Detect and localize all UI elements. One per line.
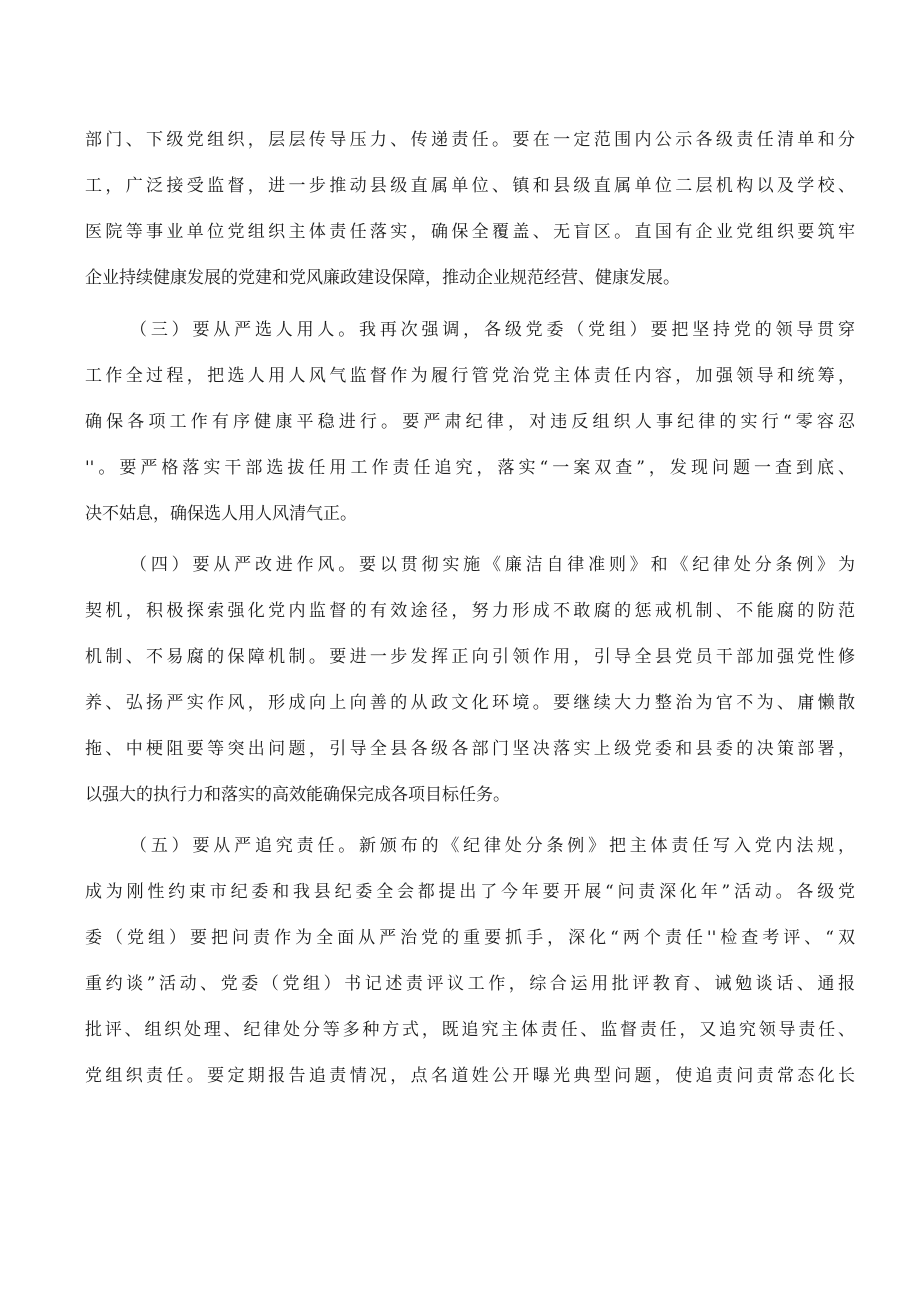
text-line: 企业持续健康发展的党建和党风廉政建设保障，推动企业规范经营、健康发展。 <box>85 268 680 288</box>
text-line: 决不姑息，确保选人用人风清气正。 <box>85 504 357 524</box>
text-line: 契机，积极探索强化党内监督的有效途径，努力形成不敢腐的惩戒机制、不能腐的防范 <box>85 601 855 621</box>
text-line: 成为刚性约束市纪委和我县纪委全会都提出了今年要开展“问责深化年”活动。各级党 <box>85 882 855 902</box>
section-5-heading-line: （五）要从严追究责任。新颁布的《纪律处分条例》把主体责任写入党内法规， <box>130 836 855 856</box>
text-line: 医院等事业单位党组织主体责任落实，确保全覆盖、无盲区。直国有企业党组织要筑牢 <box>85 222 855 242</box>
text-line: 批评、组织处理、纪律处分等多种方式，既追究主体责任、监督责任，又追究领导责任、 <box>85 1020 855 1040</box>
text-line: 确保各项工作有序健康平稳进行。要严肃纪律，对违反组织人事纪律的实行“零容忍 <box>85 412 855 432</box>
text-line: 工，广泛接受监督，进一步推动县级直属单位、镇和县级直属单位二层机构以及学校、 <box>85 176 855 196</box>
text-line: 党组织责任。要定期报告追责情况，点名道姓公开曝光典型问题，使追责问责常态化长 <box>85 1066 855 1086</box>
section-4-heading-line: （四）要从严改进作风。要以贯彻实施《廉洁自律准则》和《纪律处分条例》为 <box>130 555 855 575</box>
text-line: 机制、不易腐的保障机制。要进一步发挥正向引领作用，引导全县党员干部加强党性修 <box>85 647 855 667</box>
section-3-heading-line: （三）要从严选人用人。我再次强调，各级党委（党组）要把坚持党的领导贯穿 <box>130 320 855 340</box>
text-line: 拖、中梗阻要等突出问题，引导全县各级各部门坚决落实上级党委和县委的决策部署， <box>85 739 855 759</box>
text-line: ''。要严格落实干部选拔任用工作责任追究，落实“一案双查”，发现问题一查到底、 <box>85 458 855 478</box>
text-line: 养、弘扬严实作风，形成向上向善的从政文化环境。要继续大力整治为官不为、庸懒散 <box>85 693 855 713</box>
text-line: 工作全过程，把选人用人风气监督作为履行管党治党主体责任内容，加强领导和统筹， <box>85 366 855 386</box>
text-line: 重约谈”活动、党委（党组）书记述责评议工作，综合运用批评教育、诫勉谈话、通报 <box>85 974 855 994</box>
text-line: 委（党组）要把问责作为全面从严治党的重要抓手，深化“两个责任''检查考评、“双 <box>85 928 855 948</box>
text-line: 以强大的执行力和落实的高效能确保完成各项目标任务。 <box>85 785 510 805</box>
text-line: 部门、下级党组织，层层传导压力、传递责任。要在一定范围内公示各级责任清单和分 <box>85 130 855 150</box>
